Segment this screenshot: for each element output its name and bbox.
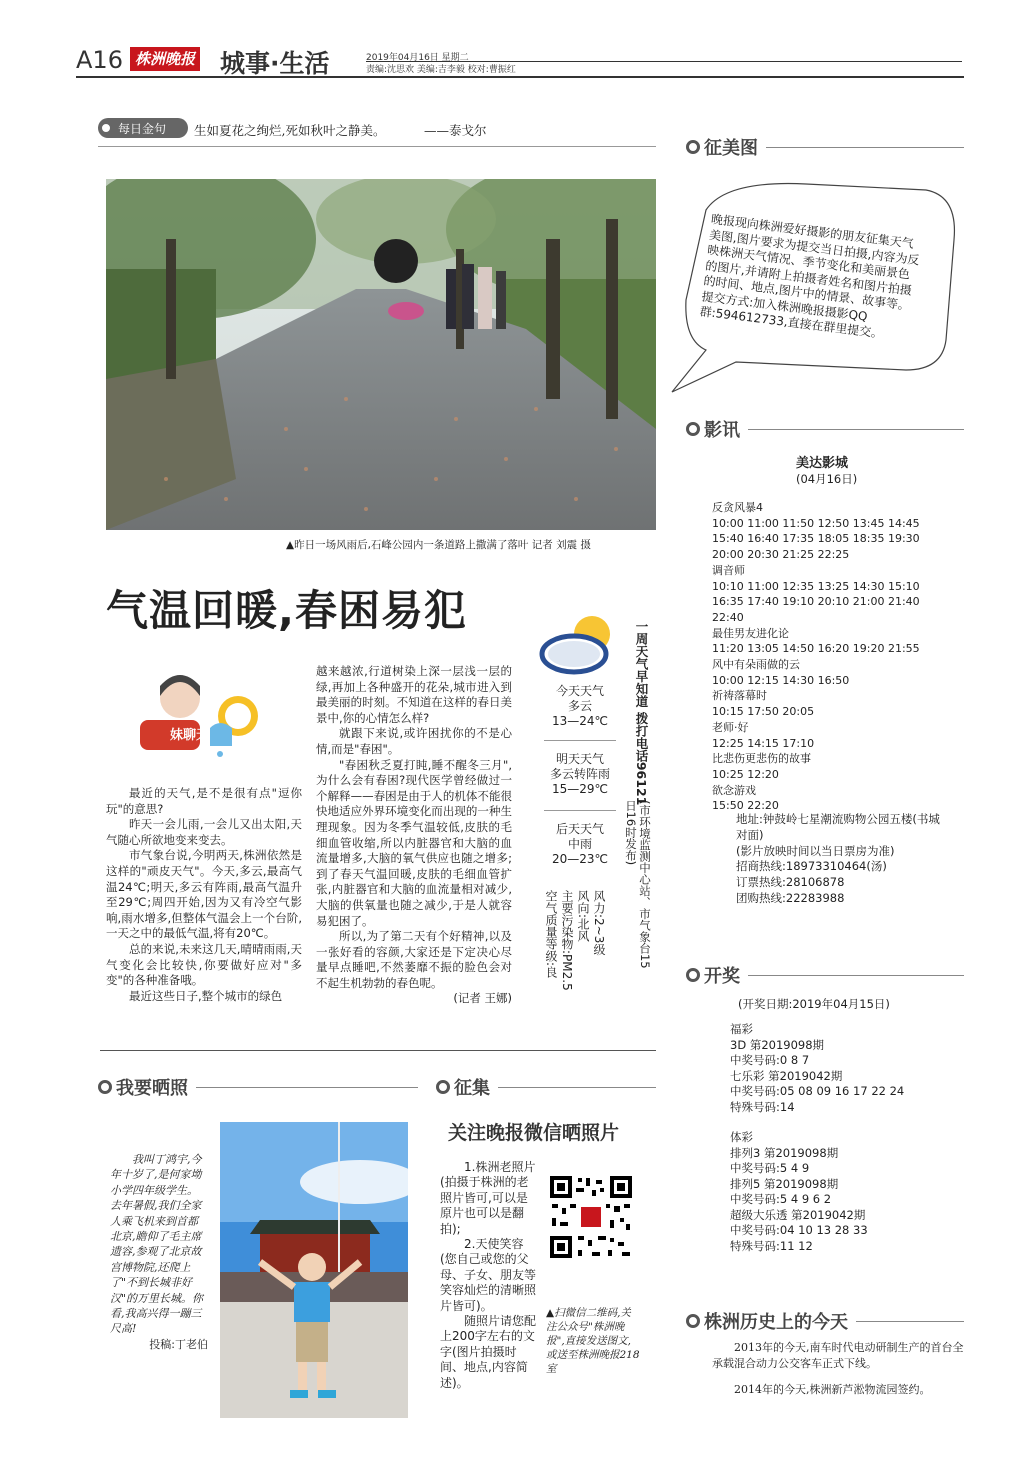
history-title: 株洲历史上的今天 — [704, 1312, 848, 1333]
section-dot-icon — [686, 140, 700, 154]
zhengmeitu-title: 征美图 — [704, 138, 758, 159]
history-paragraph: 2014年的今天,株洲新芦淞物流园签约。 — [734, 1383, 931, 1396]
article-paragraph: 最近这些日子,整个城市的绿色 — [129, 988, 283, 1003]
article-paragraph: "春困秋乏夏打盹,睡不醒冬三月",为什么会有春困?现代医学曾经做过一个解释——春困是由于人的机体不能很快地适应外界环境变化而出现的一种生理现象。因为冬季气温较低,皮肤的毛细血管收缩,所以内脏器官和大脑的血流量增多,大脑的氧气供应也随之增多;到了春天气温回暖,皮肤的毛细血管扩张,内脏器官和大脑的血流量相对减少,大脑的供氧量也随之减少,于是人就容易犯困了。 — [316, 757, 512, 928]
article-column-2 — [316, 664, 512, 1007]
section-dot-icon — [686, 968, 700, 982]
lottery-line: 排列5 第2019098期 — [730, 1176, 839, 1191]
weather-vertical-source: (市环境监测中心站、市气象台15日16时发布) — [624, 800, 652, 969]
lottery-line: 特殊号码:14 — [730, 1099, 795, 1114]
film-times: 10:00 12:15 14:30 16:50 — [712, 673, 850, 687]
zhengji-item: 1.株洲老照片(拍摄于株洲的老照片皆可,可以是原片也可以是翻拍); — [440, 1160, 536, 1236]
weather-wind: 风力:2~3级 — [592, 890, 606, 956]
quote-label: 每日金句 — [118, 121, 167, 136]
weather-after — [542, 822, 618, 867]
shaizhao-paragraph: 我叫丁鸿宇,今年十岁了,是何家坳小学四年级学生。去年暑假,我们全家人乘飞机来到首都北京,瞻仰了毛主席遗容,参观了北京故宫博物院,还爬上了"不到长城非好汉"的万里长城。你看,我高兴得一蹦三尺高! — [110, 1153, 204, 1336]
weather-today — [542, 684, 618, 729]
weather-today-condition: 多云 — [567, 699, 592, 713]
weather-icon — [534, 612, 622, 680]
qr-caption: ▲扫微信二维码,关注公众号"株洲晚报",直接发送图文,或送至株洲晚报218室 — [546, 1307, 640, 1375]
article-paragraph: 最近的天气,是不是很有点"逗你玩"的意思? — [106, 786, 302, 816]
paper-logo: 株洲晚报 — [130, 47, 200, 71]
ticai-title: 体彩 — [730, 1130, 753, 1144]
weather-vertical-title: 一周天气早知道 拨打电话96121 — [634, 620, 649, 806]
quote-badge — [98, 118, 188, 138]
zhengji-item: 2.天使笑容(您自己或您的父母、子女、朋友等笑容灿烂的清晰照片皆可)。 — [440, 1237, 537, 1313]
article-paragraph: 越来越浓,行道树染上深一层浅一层的绿,再加上各种盛开的花朵,城市进入到最美丽的时刻。不知道在这样的春日美景中,你的心情怎么样? — [316, 664, 512, 725]
lower-section-rule — [100, 1050, 656, 1051]
weather-tomorrow-temp: 15—29℃ — [551, 782, 608, 796]
zhengji-header — [436, 1074, 656, 1100]
shaizhao-text — [110, 1152, 208, 1352]
weather-today-label: 今天天气 — [555, 684, 604, 698]
film-name: 老师·好 — [712, 720, 749, 734]
film-name: 反贪风暴4 — [712, 501, 763, 514]
film-times: 10:25 12:20 — [712, 767, 779, 781]
booking-hotline: 订票热线:28106878 — [736, 875, 845, 890]
yingxun-title: 影讯 — [704, 420, 740, 441]
staff-line: 责编:沈思欢 美编:吉李毅 校对:曹振红 — [366, 65, 516, 75]
zhengji-text — [440, 1160, 536, 1391]
lottery-date: (开奖日期:2019年04月15日) — [738, 997, 890, 1011]
film-times: 10:10 11:00 12:35 13:25 14:30 15:10 16:35 17:40 19:10 20:10 21:00 21:40 22:40 — [712, 579, 920, 624]
film-times: 12:25 14:15 17:10 — [712, 736, 815, 750]
shaizhao-title: 我要晒照 — [116, 1078, 188, 1099]
weather-after-condition: 中雨 — [567, 837, 592, 851]
lottery-fucai — [730, 1022, 950, 1115]
section-dot-icon — [686, 422, 700, 436]
kaijiang-header — [686, 962, 964, 988]
film-name: 比悲伤更悲伤的故事 — [712, 752, 811, 766]
photo-caption: ▲昨日一场风雨后,石峰公园内一条道路上撒满了落叶 记者 刘震 摄 — [286, 539, 591, 551]
quote-underline — [98, 146, 656, 147]
lottery-line: 中奖号码:0 8 7 — [730, 1053, 810, 1067]
film-times: 10:15 17:50 20:05 — [712, 705, 815, 719]
weather-tomorrow-condition: 多云转阵雨 — [549, 767, 610, 781]
weather-divider — [544, 740, 616, 741]
film-name: 祈祷落幕时 — [712, 689, 767, 703]
lottery-line: 七乐彩 第2019042期 — [730, 1068, 843, 1083]
lottery-line: 中奖号码:04 10 13 28 33 — [730, 1223, 868, 1237]
lottery-line: 特殊号码:11 12 — [730, 1238, 813, 1253]
cinema-info — [736, 812, 946, 907]
article-column-1 — [106, 786, 302, 1004]
lottery-line: 3D 第2019098期 — [730, 1037, 825, 1052]
film-list — [712, 500, 942, 814]
zhengji-item: 随照片请您配上200字左右的文字(图片拍摄时间、地点,内容简述)。 — [440, 1314, 537, 1390]
weather-tomorrow — [538, 752, 622, 797]
header-rule — [76, 76, 964, 78]
film-times: 10:00 11:00 11:50 12:50 13:45 14:45 15:40 16:40 17:35 18:05 18:35 19:30 20:00 20:30 21:25 22:25 — [712, 516, 920, 562]
zhengji-headline: 关注晚报微信晒照片 — [448, 1122, 620, 1144]
quote-text: 生如夏花之绚烂,死如秋叶之静美。 — [194, 123, 386, 138]
weather-wind-direction: 风向:北风 — [576, 890, 590, 943]
weather-divider — [544, 810, 616, 811]
boy-photo — [220, 1122, 408, 1418]
history-header — [686, 1308, 964, 1334]
group-hotline: 团购热线:22283988 — [736, 890, 845, 905]
quote-author: ——泰戈尔 — [424, 123, 487, 138]
article-paragraph: 昨天一会儿雨,一会儿又出太阳,天气随心所欲地变来变去。 — [106, 817, 302, 847]
zhengmeitu-header — [686, 134, 964, 160]
lottery-line: 中奖号码:5 4 9 6 2 — [730, 1192, 832, 1206]
fucai-title: 福彩 — [730, 1022, 753, 1036]
shaizhao-author: 投稿:丁老伯 — [149, 1337, 208, 1351]
lottery-line: 中奖号码:5 4 9 — [730, 1161, 810, 1175]
lottery-line: 排列3 第2019098期 — [730, 1145, 839, 1160]
section-title: 城事·生活 — [220, 49, 330, 78]
cinema-address: 地址:钟鼓岭七星潮流购物公园五楼(书城对面) — [736, 812, 940, 842]
article-paragraph: 所以,为了第二天有个好精神,以及一张好看的容颜,大家还是下定决心尽量早点睡吧,不然萎靡不振的脸色会对不起生机勃勃的春色呢。 — [316, 929, 512, 990]
cinema-note: (影片放映时间以当日票房为准) — [736, 843, 895, 858]
history-paragraph: 2013年的今天,南车时代电动研制生产的首台全承载混合动力公交客车正式下线。 — [712, 1341, 964, 1370]
section-dot-icon — [686, 1314, 700, 1328]
lottery-line: 中奖号码:05 08 09 16 17 22 24 — [730, 1084, 905, 1098]
recruit-hotline: 招商热线:18973310464(汤) — [736, 859, 887, 874]
film-name: 最佳男友进化论 — [712, 626, 789, 640]
park-photo — [106, 179, 656, 530]
section-dot-icon — [436, 1080, 450, 1094]
weather-today-temp: 13—24℃ — [551, 714, 608, 728]
cinema-date: (04月16日) — [796, 472, 858, 486]
article-paragraph: 市气象台说,今明两天,株洲依然是这样的"顽皮天气"。今天,多云,最高气温24℃;明天,多云有阵雨,最高气温升至29℃;周四开始,因为又有冷空气影响,雨水增多,但整体气温会上一个台阶,一天之中的最低气温,将有20℃。 — [106, 848, 302, 941]
weather-after-temp: 20—23℃ — [551, 852, 608, 866]
article-paragraph: 就跟下来说,或许困扰你的不是心情,而是"春困"。 — [316, 726, 512, 756]
column-logo-text: 妹聊天 — [170, 728, 210, 743]
quote-dot-icon — [100, 122, 112, 134]
shaizhao-header — [98, 1074, 418, 1100]
cinema-name: 美达影城 — [796, 456, 849, 471]
kaijiang-title: 开奖 — [704, 966, 740, 987]
section-dot-icon — [98, 1080, 112, 1094]
zhengji-title: 征集 — [454, 1078, 490, 1099]
headline: 气温回暖,春困易犯 — [106, 586, 467, 635]
weather-after-label: 后天天气 — [555, 822, 604, 836]
page-number: A16 — [76, 46, 123, 74]
lottery-line: 超级大乐透 第2019042期 — [730, 1207, 866, 1222]
lottery-ticai — [730, 1130, 950, 1254]
weather-tomorrow-label: 明天天气 — [555, 752, 604, 766]
header-short-rule — [366, 61, 962, 62]
weather-aqi: 空气质量等级:良 — [544, 890, 558, 979]
yingxun-header — [686, 416, 964, 442]
weather-pollutant: 主要污染物:PM2.5 — [560, 890, 574, 991]
history-text — [712, 1340, 964, 1398]
film-times: 11:20 13:05 14:50 16:20 19:20 21:55 — [712, 642, 920, 656]
qr-code[interactable] — [548, 1174, 634, 1260]
speech-bubble-text: 晚报现向株洲爱好摄影的朋友征集天气美图,图片要求为提交当日拍摄,内容为反映株洲天气情况、季节变化和美丽景色的图片,并请附上拍摄者姓名和图片拍摄的时间、地点,图片中的情景、故事等。提交方式:加入株洲晚报摄影QQ群:594612733,直接在群里提交。 — [698, 212, 921, 341]
film-name: 欲念游戏 — [712, 783, 756, 797]
article-paragraph: 总的来说,未来这几天,晴晴雨雨,天气变化会比较快,你要做好应对"多变"的各种准备哦。 — [106, 941, 302, 988]
article-byline: (记者 王娜) — [453, 991, 512, 1006]
film-times: 15:50 22:20 — [712, 799, 779, 813]
film-name: 风中有朵雨做的云 — [712, 658, 800, 672]
column-logo — [140, 668, 270, 768]
film-name: 调音师 — [712, 563, 745, 577]
date-line: 2019年04月16日 星期二 — [366, 53, 469, 63]
